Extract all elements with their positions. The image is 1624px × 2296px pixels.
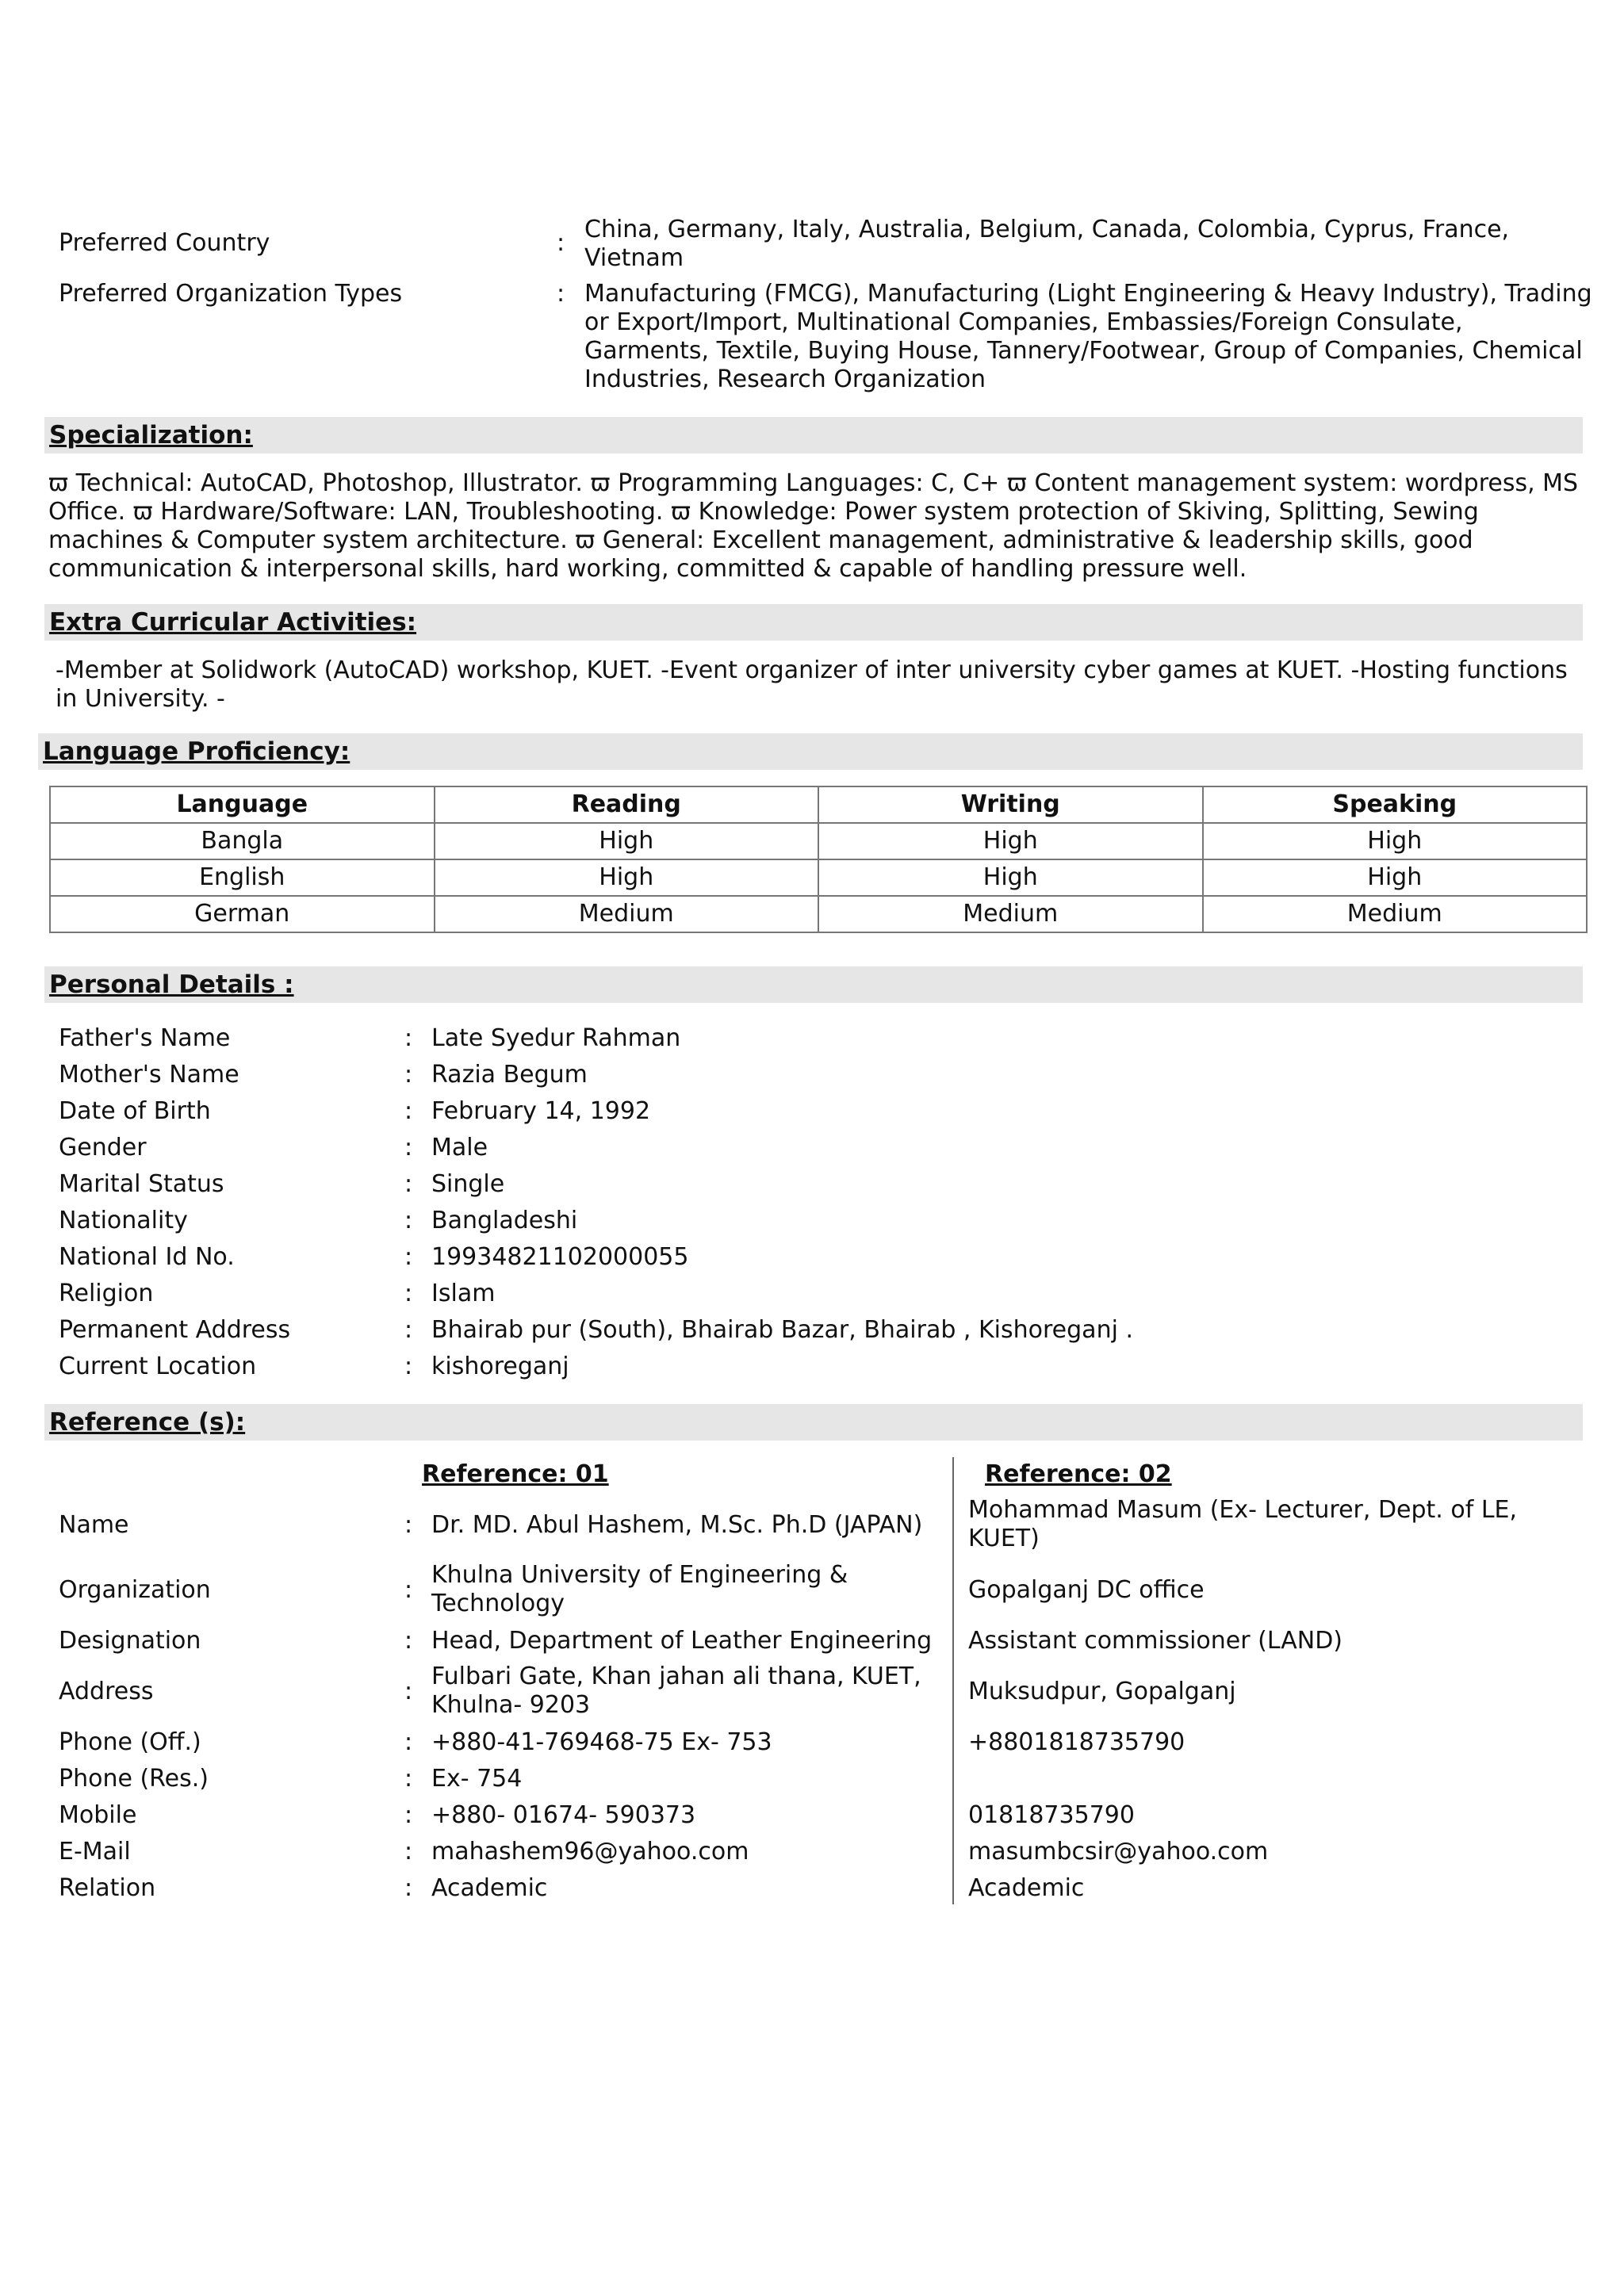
- ref1-organization-line1: Khulna University of Engineering &: [431, 1561, 848, 1589]
- column-header: Language: [50, 786, 435, 823]
- section-header-references: [44, 1404, 1583, 1441]
- personal-label: Father's Name: [59, 1024, 231, 1052]
- personal-label: National Id No.: [59, 1243, 235, 1271]
- language-proficiency-table: [49, 786, 1588, 933]
- ref-email-label: E-Mail: [59, 1838, 131, 1866]
- preferred-country-value-line1: China, Germany, Italy, Australia, Belgium, Canada, Colombia, Cyprus, France,: [584, 216, 1510, 243]
- extra-curricular-line: -Member at Solidwork (AutoCAD) workshop, KUET. -Event organizer of inter university cyber games at KUET. -Hosting functions: [56, 656, 1568, 684]
- colon: :: [404, 1170, 413, 1198]
- ref-mobile-label: Mobile: [59, 1801, 137, 1829]
- ref1-name: Dr. MD. Abul Hashem, M.Sc. Ph.D (JAPAN): [431, 1511, 923, 1539]
- preferred-country-label: Preferred Country: [59, 229, 270, 257]
- table-cell: English: [50, 859, 435, 896]
- colon: :: [557, 280, 565, 308]
- personal-value: Male: [431, 1134, 488, 1161]
- section-title: Reference (s):: [49, 1408, 246, 1437]
- preferred-org-line: Manufacturing (FMCG), Manufacturing (Light Engineering & Heavy Industry), Trading: [584, 280, 1592, 308]
- ref1-organization-line2: Technology: [431, 1590, 565, 1617]
- ref1-address-line2: Khulna- 9203: [431, 1691, 591, 1719]
- colon: :: [404, 1134, 413, 1161]
- column-header: Reading: [435, 786, 819, 823]
- reference-divider: [952, 1457, 954, 1904]
- table-cell: High: [435, 859, 819, 896]
- preferred-org-line: or Export/Import, Multinational Companies, Embassies/Foreign Consulate,: [584, 308, 1463, 336]
- colon: :: [404, 1678, 413, 1705]
- colon: :: [404, 1316, 413, 1344]
- colon: :: [404, 1511, 413, 1539]
- personal-label: Religion: [59, 1280, 154, 1307]
- ref-name-label: Name: [59, 1511, 129, 1539]
- table-cell: High: [1203, 859, 1588, 896]
- section-header-specialization: [44, 417, 1583, 453]
- personal-value: Single: [431, 1170, 505, 1198]
- personal-value: 19934821102000055: [431, 1243, 689, 1271]
- personal-label: Gender: [59, 1134, 147, 1161]
- ref-phone-res-label: Phone (Res.): [59, 1765, 209, 1793]
- ref2-address: Muksudpur, Gopalganj: [968, 1678, 1236, 1705]
- specialization-line: communication & interpersonal skills, hard working, committed & capable of handling pressure well.: [48, 555, 1247, 583]
- colon: :: [404, 1024, 413, 1052]
- table-header-row: [50, 786, 1587, 823]
- colon: :: [404, 1627, 413, 1655]
- table-row: [50, 896, 1587, 932]
- ref2-designation: Assistant commissioner (LAND): [968, 1627, 1343, 1655]
- personal-value: Islam: [431, 1280, 496, 1307]
- ref2-name-line2: KUET): [968, 1525, 1040, 1552]
- table-cell: Medium: [1203, 896, 1588, 932]
- preferred-org-line: Garments, Textile, Buying House, Tannery/Footwear, Group of Companies, Chemical: [584, 337, 1583, 365]
- ref-designation-label: Designation: [59, 1627, 201, 1655]
- ref2-relation: Academic: [968, 1874, 1085, 1902]
- personal-label: Date of Birth: [59, 1097, 211, 1125]
- specialization-line: Office. ϖ Hardware/Software: LAN, Troubleshooting. ϖ Knowledge: Power system protection of Skiving, Splitting, Sewing: [48, 498, 1479, 526]
- table-row: [50, 823, 1587, 859]
- table-cell: German: [50, 896, 435, 932]
- table-row: [50, 859, 1587, 896]
- personal-label: Marital Status: [59, 1170, 224, 1198]
- colon: :: [404, 1243, 413, 1271]
- specialization-line: machines & Computer system architecture. ϖ General: Excellent management, administrative & leadership skills, good: [48, 526, 1473, 554]
- ref2-mobile: 01818735790: [968, 1801, 1135, 1829]
- colon: :: [404, 1576, 413, 1604]
- personal-label: Mother's Name: [59, 1061, 239, 1089]
- table-cell: Medium: [818, 896, 1203, 932]
- colon: :: [404, 1801, 413, 1829]
- table-cell: Medium: [435, 896, 819, 932]
- table-cell: Bangla: [50, 823, 435, 859]
- colon: :: [404, 1061, 413, 1089]
- table-cell: High: [818, 859, 1203, 896]
- column-header: Speaking: [1203, 786, 1588, 823]
- colon: :: [404, 1207, 413, 1234]
- personal-value: Razia Begum: [431, 1061, 588, 1089]
- personal-value: Late Syedur Rahman: [431, 1024, 681, 1052]
- personal-label: Nationality: [59, 1207, 188, 1234]
- section-title: Specialization:: [49, 421, 253, 450]
- colon: :: [404, 1353, 413, 1380]
- ref1-phone-off: +880-41-769468-75 Ex- 753: [431, 1728, 772, 1756]
- preferred-org-label: Preferred Organization Types: [59, 280, 403, 308]
- colon: :: [404, 1874, 413, 1902]
- colon: :: [404, 1097, 413, 1125]
- ref1-phone-res: Ex- 754: [431, 1765, 523, 1793]
- ref1-relation: Academic: [431, 1874, 548, 1902]
- personal-value: February 14, 1992: [431, 1097, 651, 1125]
- personal-value: Bhairab pur (South), Bhairab Bazar, Bhairab , Kishoreganj .: [431, 1316, 1133, 1344]
- table-cell: High: [1203, 823, 1588, 859]
- personal-value: kishoreganj: [431, 1353, 569, 1380]
- section-header-extra-curricular: [44, 604, 1583, 641]
- colon: :: [404, 1765, 413, 1793]
- section-title: Extra Curricular Activities:: [49, 608, 417, 637]
- preferred-country-value-line2: Vietnam: [584, 244, 684, 272]
- colon: :: [404, 1838, 413, 1866]
- ref-phone-off-label: Phone (Off.): [59, 1728, 201, 1756]
- ref1-email: mahashem96@yahoo.com: [431, 1838, 749, 1866]
- ref1-mobile: +880- 01674- 590373: [431, 1801, 696, 1829]
- table-cell: High: [818, 823, 1203, 859]
- ref2-name-line1: Mohammad Masum (Ex- Lecturer, Dept. of LE,: [968, 1496, 1518, 1524]
- colon: :: [404, 1728, 413, 1756]
- section-header-personal-details: [44, 966, 1583, 1003]
- extra-curricular-line: in University. -: [56, 685, 225, 713]
- ref-address-label: Address: [59, 1678, 154, 1705]
- column-header: Writing: [818, 786, 1203, 823]
- ref2-email: masumbcsir@yahoo.com: [968, 1838, 1269, 1866]
- preferred-org-line: Industries, Research Organization: [584, 365, 986, 393]
- reference-01-title: Reference: 01: [422, 1460, 609, 1488]
- personal-value: Bangladeshi: [431, 1207, 578, 1234]
- personal-label: Permanent Address: [59, 1316, 291, 1344]
- section-title: Personal Details :: [49, 970, 294, 999]
- section-header-language: [38, 733, 1583, 770]
- ref2-phone-off: +8801818735790: [968, 1728, 1185, 1756]
- ref-relation-label: Relation: [59, 1874, 156, 1902]
- ref2-organization: Gopalganj DC office: [968, 1576, 1205, 1604]
- ref1-address-line1: Fulbari Gate, Khan jahan ali thana, KUET,: [431, 1663, 921, 1690]
- table-cell: High: [435, 823, 819, 859]
- ref1-designation: Head, Department of Leather Engineering: [431, 1627, 933, 1655]
- reference-02-title: Reference: 02: [985, 1460, 1172, 1488]
- colon: :: [404, 1280, 413, 1307]
- specialization-line: ϖ Technical: AutoCAD, Photoshop, Illustrator. ϖ Programming Languages: C, C+ ϖ Content management system: wordpress, MS: [48, 469, 1579, 497]
- personal-label: Current Location: [59, 1353, 257, 1380]
- section-title: Language Proficiency:: [43, 737, 350, 766]
- ref-organization-label: Organization: [59, 1576, 211, 1604]
- colon: :: [557, 229, 565, 257]
